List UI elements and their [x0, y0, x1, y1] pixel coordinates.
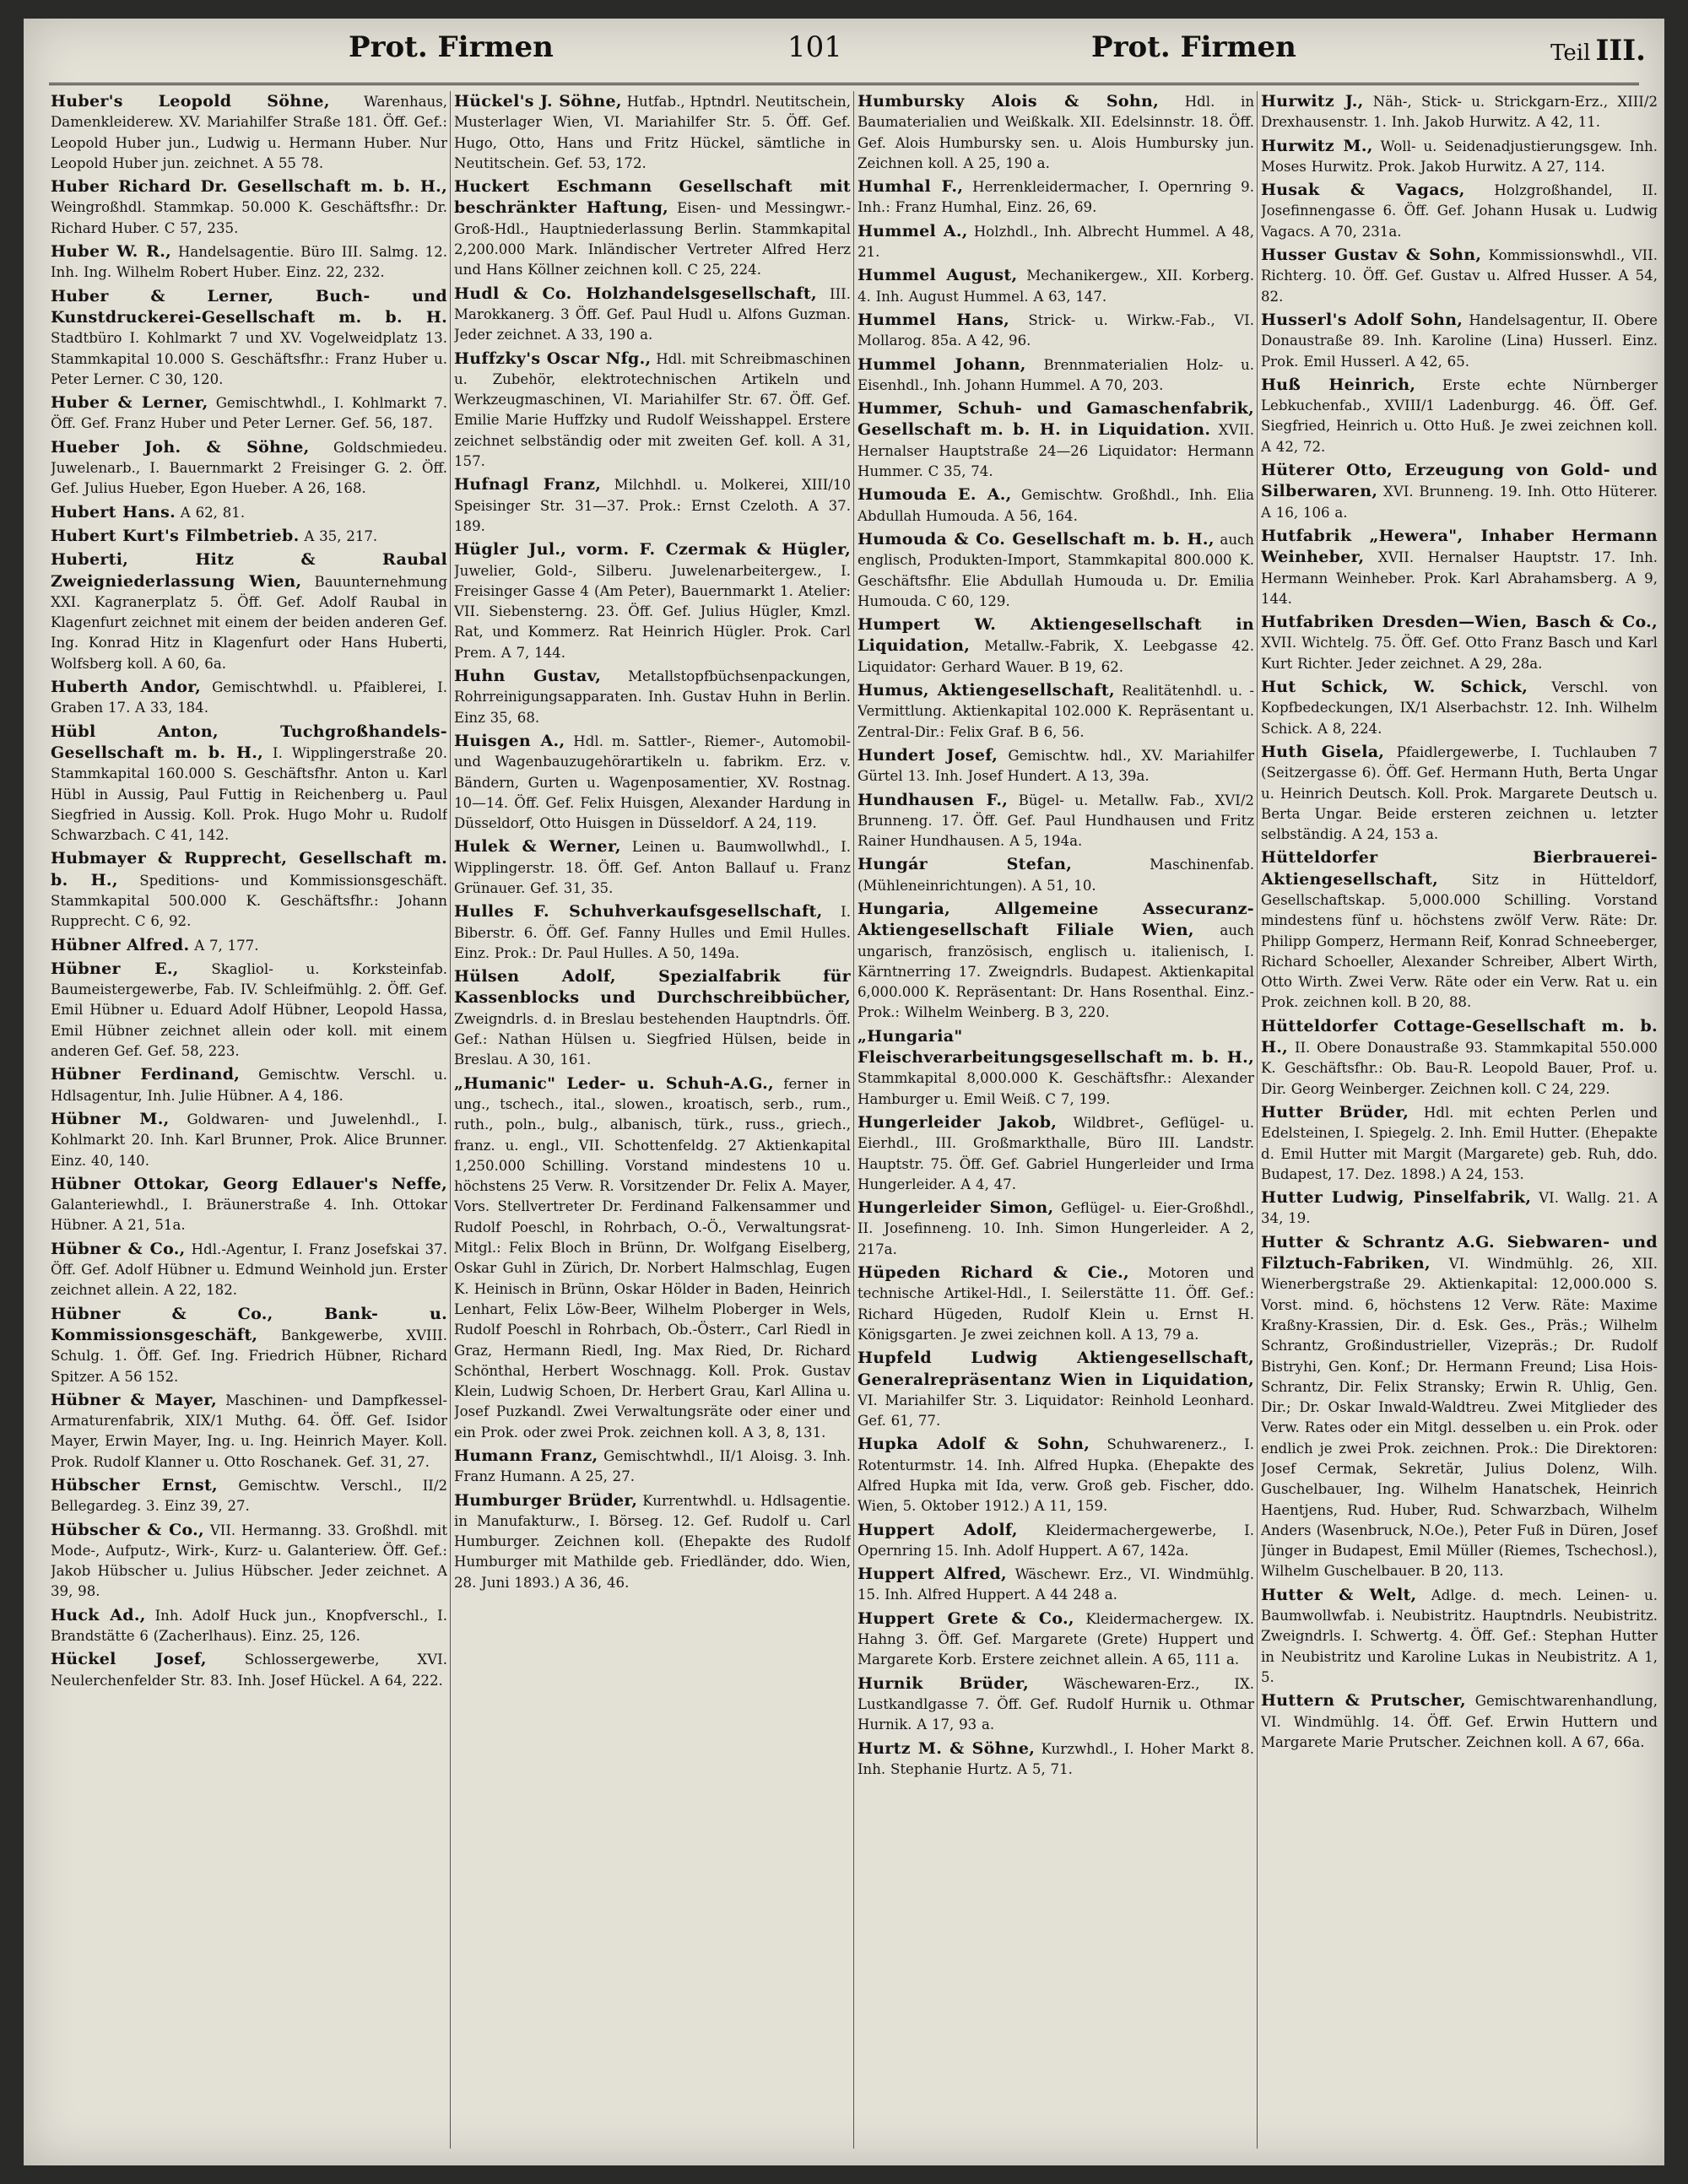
entry-details: VII. Hermanng. 33. Großhdl. mit Mode-, Aufputz-, Wirk-, Kurz- u. Galanteriew. Öff. Gef.: Jakob Hübscher u. Julius Hübscher. Jeder zeichnet. A 39, 98. [51, 1522, 447, 1600]
entry-firm-name: Hübl Anton, Tuchgroßhandels-Gesellschaft m. b. H., [51, 722, 447, 762]
entry-details: Verschl. von Kopfbedeckungen, IX/1 Alserbachstr. 12. Inh. Wilhelm Schick. A 8, 224. [1261, 679, 1658, 737]
entry-details: Inh. Adolf Huck jun., Knopfverschl., I. Brandstätte 6 (Zacherlhaus). Einz. 25, 126. [51, 1607, 447, 1645]
entry-details: Handelsagentie. Büro III. Salmg. 12. Inh. Ing. Wilhelm Robert Huber. Einz. 22, 232. [51, 244, 447, 281]
entry-firm-name: Huppert Alfred, [858, 1565, 1007, 1584]
entry-details: Geflügel- u. Eier-Großhdl., II. Josefinneng. 10. Inh. Simon Hungerleider. A 2, 217a. [858, 1200, 1254, 1257]
directory-entry [51, 959, 447, 1062]
entry-details: II. Obere Donaustraße 93. Stammkapital 550.000 K. Geschäftsfhr.: Ob. Bau-R. Leopold Bauer, Prof. u. Dir. Georg Weinberger. Zeichnen koll. C 24, 229. [1261, 1040, 1658, 1097]
entry-firm-name: Hungár Stefan, [858, 855, 1073, 874]
entry-firm-name: Husserl's Adolf Sohn, [1261, 310, 1463, 329]
entry-firm-name: Hummel August, [858, 266, 1018, 285]
entry-firm-name: „Humanic" Leder- u. Schuh-A.G., [454, 1073, 774, 1093]
entry-details: Warenhaus, Damenkleiderew. XV. Mariahilfer Straße 181. Öff. Gef.: Leopold Huber jun., Ludwig u. Hermann Huber. Nur Leopold Huber jun. zeichnet. A 55 78. [51, 94, 447, 171]
entry-firm-name: Huhn Gustav, [454, 667, 602, 686]
entry-firm-name: Hutter & Welt, [1261, 1585, 1417, 1604]
directory-entry [1261, 1690, 1658, 1753]
entry-firm-name: Hübner E., [51, 959, 179, 978]
entry-details: Strick- u. Wirkw.-Fab., VI. Mollarog. 85a. A 42, 96. [858, 311, 1254, 349]
entry-firm-name: Hutfabriken Dresden—Wien, Basch & Co., [1261, 613, 1658, 632]
entry-details: Skagliol- u. Korksteinfab. Baumeistergewerbe, Fab. IV. Schleifmühlg. 2. Öff. Gef. Emil Hübner u. Eduard Adolf Hübner, Leopold Hassa, Emil Hübner zeichnet allein oder koll. mit einem anderen Gef. Gef. 58, 223. [51, 960, 447, 1060]
entry-firm-name: Hüterer Otto, Erzeugung von Gold- und Silberwaren, [1261, 461, 1658, 501]
directory-entry [858, 529, 1254, 612]
entry-details: Hdl. m. Sattler-, Riemer-, Automobil- und Wagenbauzugehörartikeln u. fabrikm. Erz. v. Bändern, Gurten u. Wagenposamentier, XV. Rostnag. 10—14. Öff. Gef. Felix Huisgen, Alexander Hardung in Düsseldorf, Otto Huisgen in Düsseldorf. A 24, 119. [454, 733, 851, 832]
directory-entry [51, 1239, 447, 1301]
entry-firm-name: Hutfabrik „Hewera", Inhaber Hermann Weinheber, [1261, 526, 1658, 567]
entry-details: Milchhdl. u. Molkerei, XIII/10 Speisinger Str. 31—37. Prok.: Ernst Czeloth. A 37. 189. [454, 477, 851, 534]
entry-firm-name: Huber's Leopold Söhne, [51, 92, 330, 111]
directory-entry [1261, 847, 1658, 1013]
entry-details: Galanteriewhdl., I. Bräunerstraße 4. Inh. Ottokar Hübner. A 21, 51a. [51, 1197, 447, 1234]
directory-entry [1261, 375, 1658, 457]
directory-entry [1261, 1232, 1658, 1582]
entry-details: Holzhdl., Inh. Albrecht Hummel. A 48, 21. [858, 223, 1254, 261]
entry-details: Juwelier, Gold-, Silberu. Juwelenarbeitergew., I. Freisinger Gasse 4 (Am Peter), Bauernmarkt 1. Atelier: VII. Siebensterng. 23. Öff. Gef. Julius Hügler, Kmzl. Rat, und Kommerz. Rat Heinrich Hügler. Prok. Carl Prem. A 7, 144. [454, 562, 851, 661]
entry-details: Weingroßhdl. Stammkap. 50.000 K. Geschäftsfhr.: Dr. Richard Huber. C 57, 235. [51, 199, 447, 236]
entry-details: Bauunternehmung XXI. Kagranerplatz 5. Öff. Gef. Adolf Raubal in Klagenfurt zeichnet mit einem der beiden anderen Gef. Ing. Konrad Hitz in Klagenfurt oder Hans Huberti, Wolfsberg koll. A 60, 6a. [51, 573, 447, 672]
page-number: 101 [787, 30, 842, 64]
entry-details: Adlge. d. mech. Leinen- u. Baumwollwfab. i. Neubistritz. Hauptndrls. Neubistritz. Zweigndrls. I. Schwertg. 4. Öff. Gef.: Stephan Hutter in Neubistritz und Karoline Lukas in Neubistritz. A 1, 5. [1261, 1587, 1658, 1685]
directory-entry [51, 722, 447, 846]
entry-firm-name: Hummel Hans, [858, 310, 1010, 329]
entry-firm-name: Huber Richard Dr. Gesellschaft m. b. H., [51, 177, 447, 197]
entry-firm-name: Hübner & Co., [51, 1239, 186, 1258]
entry-firm-name: Huckert Eschmann Gesellschaft mit beschränkter Haftung, [454, 177, 851, 218]
directory-entry [51, 1649, 447, 1691]
entry-firm-name: Huberti, Hitz & Raubal Zweigniederlassung Wien, [51, 550, 447, 591]
entry-details: VI. Windmühlg. 26, XII. Wienerbergstraße 29. Aktienkapital: 12,000.000 S. Vorst. mind. 6, höchstens 12 Verw. Räte: Maxime Kraßny-Krassien, Dir. d. Esk. Ges., Präs.; Wilhelm Schrantz, Großindustrieller, Vizepräs.; Dr. Rudolf Bistryhi, Gen. Konf.; Dr. Hermann Freund; Lisa Hois-Schrantz, Dir. Felix Stransky; Erwin R. Uhlig, Gen. Dir.; Dr. Oskar Inwald-Waldtreu. Zwei Mitglieder des Verw. Rates oder ein Mitgl. desselben u. ein Prok. oder endlich je zwei Prok. zeichnen. Prok.: Die Direktoren: Josef Cermak, Sekretär, Julius Dolenz, Wilh. Guschelbauer, Ing. Wilhelm Hanatschek, Heinrich Haentjens, Rud. Huber, Rud. Schwarzbach, Wilhelm Anders (Wasenbruck, N.Oe.), Peter Fuß in Düren, Josef Jünger in Budapest, Emil Müller (Riemes, Tschechosl.), Wilhelm Guschelbauer. B 20, 113. [1261, 1256, 1658, 1580]
entry-details: Pfaidlergewerbe, I. Tuchlauben 7 (Seitzergasse 6). Öff. Gef. Hermann Huth, Berta Ungar u. Heinrich Deutsch. Koll. Prok. Margarete Deutsch u. Berta Ungar. Beide ersteren zeichnen u. letzter selbständig. A 24, 153 a. [1261, 743, 1658, 843]
entry-firm-name: Huth Gisela, [1261, 742, 1385, 761]
entry-details: A 35, 217. [299, 527, 378, 544]
entry-firm-name: „Hungaria" Fleischverarbeitungsgesellschaft m. b. H., [858, 1026, 1254, 1068]
entry-firm-name: Hurwitz J., [1261, 92, 1364, 111]
directory-entry [858, 1434, 1254, 1516]
column-2 [454, 91, 851, 2157]
directory-entry [858, 854, 1254, 896]
entry-details: Wildbret-, Geflügel- u. Eierhdl., III. Großmarkthalle, Büro III. Landstr. Hauptstr. 75. Öff. Gef. Gabriel Hungerleider und Irma Hungerleider. A 4, 47. [858, 1114, 1254, 1192]
entry-firm-name: Hübner Ottokar, Georg Edlauer's Neffe, [51, 1174, 447, 1193]
entry-details: Goldwaren- und Juwelenhdl., I. Kohlmarkt 20. Inh. Karl Brunner, Prok. Alice Brunner. Einz. 40, 140. [51, 1111, 447, 1169]
directory-entry [51, 549, 447, 674]
directory-entry [858, 1112, 1254, 1195]
entry-firm-name: Hübscher & Co., [51, 1520, 204, 1539]
directory-entry [51, 1390, 447, 1473]
directory-entry [1261, 742, 1658, 845]
entry-details: Leinen u. Baumwollwhdl., I. Wipplingerstr. 18. Öff. Gef. Anton Ballauf u. Franz Grünauer. Gef. 31, 35. [454, 839, 851, 896]
entry-firm-name: Hulek & Werner, [454, 837, 621, 857]
directory-entry [1261, 136, 1658, 178]
directory-entry [51, 91, 447, 174]
entry-details: Näh-, Stick- u. Strickgarn-Erz., XIII/2 Drexhausenstr. 1. Inh. Jakob Hurwitz. A 42, 11. [1261, 94, 1658, 131]
directory-entry [858, 91, 1254, 174]
entry-firm-name: Hubmayer & Rupprecht, Gesellschaft m. b. H., [51, 849, 447, 889]
directory-entry [1261, 460, 1658, 523]
directory-entry [858, 1262, 1254, 1345]
entry-firm-name: Husser Gustav & Sohn, [1261, 246, 1482, 265]
entry-firm-name: Huberth Andor, [51, 678, 202, 697]
entry-details: Gemischtw. Verschl. u. Hdlsagentur, Inh. Julie Hübner. A 4, 186. [51, 1067, 447, 1104]
entry-firm-name: Huber & Lerner, [51, 393, 208, 413]
entry-details: auch englisch, Produkten-Import, Stammkapital 800.000 K. Geschäftsfhr. Elie Abdullah Humouda u. Dr. Emilia Humouda. C 60, 129. [858, 531, 1254, 609]
entry-details: Wäschewaren-Erz., IX. Lustkandlgasse 7. Öff. Gef. Rudolf Hurnik u. Othmar Hurnik. A 17, 93 a. [858, 1675, 1254, 1733]
directory-entry [51, 286, 447, 390]
directory-entry [454, 901, 851, 964]
directory-entry [1261, 1585, 1658, 1688]
directory-entry [51, 1064, 447, 1106]
directory-entry [858, 221, 1254, 263]
entry-details: VI. Wallg. 21. A 34, 19. [1261, 1190, 1658, 1227]
entry-firm-name: Hummel A., [858, 221, 968, 241]
directory-entry [1261, 1187, 1658, 1230]
directory-entry [858, 1520, 1254, 1562]
entry-firm-name: Humouda E. A., [858, 485, 1012, 505]
directory-entry [858, 899, 1254, 1024]
entry-firm-name: Hummer, Schuh- und Gamaschenfabrik, Gesellschaft m. b. H. in Liquidation. [858, 399, 1254, 440]
entry-details: Sitz in Hütteldorf, Gesellschaftskap. 5,000.000 Schilling. Vorstand mindestens fünf u. höchstens zwölf Verw. Räte: Dr. Philipp Gomperz, Hermann Reif, Konrad Schneeberger, Richard Schoeller, Alexander Schreiber, Albert Wirth, Otto Wirth. Zwei Verw. Räte oder ein Verw. Rat u. ein Prok. zeichnen koll. B 20, 88. [1261, 871, 1658, 1011]
directory-entry [858, 310, 1254, 352]
entry-firm-name: Hundhausen F., [858, 790, 1009, 809]
entry-details: ferner in ung., tschech., ital., slowen., kroatisch, serb., rum., ruth., poln., bulg., albanisch, türk., russ., griech., franz. u. engl., VII. Schottenfeldg. 27 Aktienkapital 1,250.000 Schilling. Vorstand mindestens 10 u. höchstens 25 Verw. R. Vorsitzender Dr. Felix A. Mayer, Vors. Stellvertreter Dr. Ferdinand Falkensammer und Rudolf Poeschl, in Rohrbach, O.-Ö., Verwaltungsrat-Mitgl.: Felix Bloch in Brünn, Dr. Wolfgang Eiselberg, Oskar Guhl in Zürich, Dr. Norbert Halmschlag, Eugen K. Heinisch in Brünn, Oskar Hölder in Baden, Heinrich Lenhart, Felix Löw-Beer, Wilhelm Ploberger in Wels, Rudolf Poeschl in Rohrbach, Ob.-Österr., Carl Riedl in Graz, Hermann Riedl, Ing. Max Ried, Dr. Richard Schönthal, Herbert Woschnagg. Koll. Prok. Gustav Klein, Ludwig Schoen, Dr. Herbert Grau, Karl Allina u. Josef Puzkandl. Zwei Verwaltungsräte oder einer und ein Prok. oder zwei Prok. zeichnen koll. A 3, 8, 131. [454, 1075, 851, 1441]
entry-firm-name: Hurtz M. & Söhne, [858, 1738, 1036, 1758]
entry-firm-name: Hügler Jul., vorm. F. Czermak & Hügler, [454, 540, 851, 560]
entry-details: Stammkapital 8,000.000 K. Geschäftsfhr.: Alexander Hamburger u. Emil Weiß. C 7, 199. [858, 1070, 1254, 1107]
header-rule [49, 83, 1639, 85]
entry-details: XVII. Hernalser Hauptstr. 17. Inh. Hermann Weinheber. Prok. Karl Abrahamsberg. A 9, 144. [1261, 549, 1658, 607]
entry-firm-name: Humbursky Alois & Sohn, [858, 92, 1160, 111]
entry-firm-name: Hurwitz M., [1261, 136, 1373, 155]
entry-details: Hdl.-Agentur, I. Franz Josefskai 37. Öff. Gef. Adolf Hübner u. Edmund Weinhold jun. Erster zeichnet allein. A 22, 182. [51, 1241, 447, 1299]
entry-details: Erste echte Nürnberger Lebkuchenfab., XVIII/1 Ladenburgg. 46. Öff. Gef. Siegfried, Heinrich u. Otto Huß. Je zwei zeichnen koll. A 42, 72. [1261, 376, 1658, 455]
entry-firm-name: Hungerleider Simon, [858, 1198, 1054, 1218]
entry-firm-name: Hubert Kurt's Filmbetrieb. [51, 526, 300, 545]
directory-entry [454, 731, 851, 834]
directory-entry [454, 666, 851, 728]
entry-details: III. Marokkanerg. 3 Öff. Gef. Paul Hudl u. Alfons Guzman. Jeder zeichnet. A 33, 190 a. [454, 285, 851, 343]
directory-entry [858, 1348, 1254, 1431]
entry-details: Goldschmiedeu. Juwelenarb., I. Bauernmarkt 2 Freisinger G. 2. Öff. Gef. Julius Hueber, Egon Hueber. A 26, 168. [51, 439, 447, 497]
entry-details: Wäschewr. Erz., VI. Windmühlg. 15. Inh. Alfred Huppert. A 44 248 a. [858, 1566, 1254, 1603]
directory-entry [51, 176, 447, 239]
directory-entry [1261, 612, 1658, 674]
directory-entry [858, 265, 1254, 307]
directory-entry [858, 1738, 1254, 1781]
entry-details: Maschinen- und Dampfkessel-Armaturenfabrik, XIX/1 Muthg. 64. Öff. Gef. Isidor Mayer, Erwin Mayer, Ing. u. Ing. Heinrich Mayer. Koll. Prok. Rudolf Klanner u. Otto Roschanek. Gef. 31, 27. [51, 1392, 447, 1470]
entry-details: Brennmaterialien Holz- u. Eisenhdl., Inh. Johann Hummel. A 70, 203. [858, 356, 1254, 393]
entry-firm-name: Huttern & Prutscher, [1261, 1691, 1466, 1711]
entry-details: I. Biberstr. 6. Öff. Gef. Fanny Hulles und Emil Hulles. Einz. Prok.: Dr. Paul Hulles. A 50, 149a. [454, 904, 851, 961]
directory-entry [1261, 245, 1658, 307]
entry-details: Gemischtwhdl., I. Kohlmarkt 7. Öff. Gef. Franz Huber und Peter Lerner. Gef. 56, 187. [51, 395, 447, 432]
part-number: III. [1595, 34, 1646, 68]
entry-details: Schuhwarenerz., I. Rotenturmstr. 14. Inh. Alfred Hupka. (Ehepakte des Alfred Hupka mit Ida, verw. Groß geb. Fischer, ddo. Wien, 5. Oktober 1912.) A 11, 159. [858, 1436, 1254, 1515]
entry-details: Gemischtwhdl., II/1 Aloisg. 3. Inh. Franz Humann. A 25, 27. [454, 1448, 851, 1485]
directory-entry [51, 677, 447, 719]
directory-entry [454, 836, 851, 899]
entry-details: Kleidermachergewerbe, I. Opernring 15. Inh. Adolf Huppert. A 67, 142a. [858, 1522, 1254, 1559]
directory-entry [858, 614, 1254, 678]
entry-firm-name: Hulles F. Schuhverkaufsgesellschaft, [454, 902, 823, 922]
directory-entry [1261, 91, 1658, 133]
directory-entry [51, 1520, 447, 1603]
entry-firm-name: Hudl & Co. Holzhandelsgesellschaft, [454, 284, 817, 303]
directory-entry [51, 1174, 447, 1236]
entry-firm-name: Huffzky's Oscar Nfg., [454, 349, 652, 368]
entry-details: Kurzwhdl., I. Hoher Markt 8. Inh. Stephanie Hurtz. A 5, 71. [858, 1740, 1254, 1777]
entry-details: Metallstopfbüchsenpackungen, Rohrreinigungsapparaten. Inh. Gustav Huhn in Berlin. Einz 35, 68. [454, 668, 851, 726]
entry-firm-name: Huppert Adolf, [858, 1520, 1018, 1539]
entry-details: XVII. Wichtelg. 75. Öff. Gef. Otto Franz Basch und Karl Kurt Richter. Jeder zeichnet. A 29, 28a. [1261, 635, 1658, 672]
entry-firm-name: Huisgen A., [454, 731, 565, 750]
column-1 [51, 91, 447, 2157]
entry-details: Realitätenhdl. u. -Vermittlung. Aktienkapital 102.000 K. Repräsentant u. Zentral-Dir.: Felix Graf. B 6, 56. [858, 683, 1254, 740]
entry-firm-name: Hummel Johann, [858, 354, 1026, 374]
directory-entry [51, 1304, 447, 1387]
entry-firm-name: Huppert Grete & Co., [858, 1608, 1074, 1628]
directory-entry [51, 502, 447, 523]
entry-firm-name: Hufnagl Franz, [454, 475, 602, 495]
entry-firm-name: Humann Franz, [454, 1446, 598, 1465]
directory-entry [858, 1564, 1254, 1606]
entry-firm-name: Hübner & Co., Bank- u. Kommissionsgeschäft, [51, 1304, 447, 1344]
entry-firm-name: Hundert Josef, [858, 745, 998, 765]
directory-entry [1261, 526, 1658, 609]
directory-entry [454, 1446, 851, 1488]
directory-entry [454, 1073, 851, 1443]
entry-firm-name: Hübscher Ernst, [51, 1476, 218, 1495]
directory-entry [858, 790, 1254, 852]
entry-firm-name: Hutter Ludwig, Pinselfabrik, [1261, 1188, 1532, 1208]
entry-firm-name: Huber & Lerner, Buch- und Kunstdruckerei-Gesellschaft m. b. H. [51, 286, 447, 327]
entry-firm-name: Hut Schick, W. Schick, [1261, 678, 1528, 697]
entry-details: XVII. Hernalser Hauptstraße 24—26 Liquidator: Hermann Hummer. C 35, 74. [858, 422, 1254, 480]
directory-entry [454, 474, 851, 537]
entry-firm-name: Hurnik Brüder, [858, 1673, 1030, 1693]
entry-details: Hdl. in Baumaterialien und Weißkalk. XII. Edelsinnstr. 18. Öff. Gef. Alois Humbursky sen. u. Alois Humbursky jun. Zeichnen koll. A 25, 190 a. [858, 94, 1254, 171]
entry-details: Handelsagentur, II. Obere Donaustraße 89. Inh. Karoline (Lina) Husserl. Einz. Prok. Emil Husserl. A 42, 65. [1261, 311, 1658, 370]
directory-entry [51, 526, 447, 547]
directory-entry [51, 241, 447, 284]
directory-entry [51, 1109, 447, 1171]
directory-entry [1261, 1016, 1658, 1100]
entry-details: Kleidermachergew. IX. Hahng 3. Öff. Gef. Margarete (Grete) Huppert und Margarete Korb. Erstere zeichnet allein. A 65, 111 a. [858, 1610, 1254, 1668]
entry-firm-name: Hückel's J. Söhne, [454, 92, 622, 111]
entry-firm-name: Hüpeden Richard & Cie., [858, 1263, 1129, 1283]
entry-firm-name: Humhal F., [858, 177, 964, 197]
entry-firm-name: Hutter & Schrantz A.G. Siebwaren- und Filztuch-Fabriken, [1261, 1232, 1658, 1273]
directory-entry [454, 539, 851, 663]
directory-entry [454, 284, 851, 346]
entry-details: Kommissionswhdl., VII. Richterg. 10. Öff. Gef. Gustav u. Alfred Husser. A 54, 82. [1261, 247, 1658, 305]
directory-entry [51, 935, 447, 956]
entry-details: A 62, 81. [176, 504, 246, 521]
page-header [24, 19, 1664, 78]
entry-details: Gemischtwhdl. u. Pfaiblerei, I. Graben 17. A 33, 184. [51, 679, 447, 716]
entry-details: Metallw.-Fabrik, X. Leebgasse 42. Liquidator: Gerhard Wauer. B 19, 62. [858, 638, 1254, 675]
entry-details: Stadtbüro I. Kohlmarkt 7 und XV. Vogelweidplatz 13. Stammkapital 10.000 S. Geschäftsfhr.: Franz Huber u. Peter Lerner. C 30, 120. [51, 330, 447, 387]
directory-entry [858, 1026, 1254, 1110]
entry-details: Hdl. mit Schreibmaschinen u. Zubehör, elektrotechnischen Artikeln und Werkzeugmaschinen, VI. Mariahilfer Str. 67. Öff. Gef. Emilie Marie Huffzky und Rudolf Weisshappel. Erstere zeichnet selbständig oder mit zweiten Gef. koll. A 31, 157. [454, 350, 851, 470]
directory-entry [51, 848, 447, 932]
directory-entry [51, 392, 447, 435]
column-4 [1261, 91, 1658, 2157]
entry-details: Kurrentwhdl. u. Hdlsagentie. in Manufakturw., I. Börseg. 12. Gef. Rudolf u. Carl Humburger. Zeichnen koll. (Ehepakte des Rudolf Humburger mit Mathilde geb. Friedländer, ddo. Wien, 28. Juni 1893.) A 36, 46. [454, 1492, 851, 1591]
entry-details: Bügel- u. Metallw. Fab., XVI/2 Brunneng. 17. Öff. Gef. Paul Hundhausen und Fritz Rainer Hundhausen. A 5, 194a. [858, 792, 1254, 850]
entry-details: I. Wipplingerstraße 20. Stammkapital 160.000 S. Geschäftsfhr. Anton u. Karl Hübl in Aussig, Paul Futtig in Reichenberg u. Paul Siegfried in Aussig. Koll. Prok. Hugo Mohr u. Rudolf Schwarzbach. C 41, 142. [51, 744, 447, 844]
directory-entry [858, 680, 1254, 743]
directory-entry [51, 1605, 447, 1647]
entry-firm-name: Hungaria, Allgemeine Assecuranz-Aktiengesellschaft Filiale Wien, [858, 899, 1254, 940]
directory-entry [858, 1197, 1254, 1260]
entry-firm-name: Huck Ad., [51, 1605, 146, 1624]
entry-details: XVI. Brunneng. 19. Inh. Otto Hüterer. A 16, 106 a. [1261, 484, 1658, 521]
entry-details: Eisen- und Messingwr.-Groß-Hdl., Hauptniederlassung Berlin. Stammkapital 2,200.000 Mark. Inländischer Vertreter Alfred Herz und Hans Köllner zeichnen koll. C 25, 224. [454, 200, 851, 278]
directory-entry [858, 176, 1254, 219]
directory-entry [454, 176, 851, 280]
entry-details: A 7, 177. [189, 937, 259, 954]
entry-details: auch ungarisch, französisch, englisch u. italienisch, I. Kärntnerring 17. Zweigndrls. Budapest. Aktienkapital 6,000.000 K. Repräsentant: Dr. Hans Rosenthal. Einz.-Prok.: Wilhelm Weinberg. B 3, 220. [858, 922, 1254, 1021]
entry-details: Motoren und technische Artikel-Hdl., I. Seilerstätte 11. Öff. Gef.: Richard Hügeden, Rudolf Klein u. Ernst H. Königsgarten. Je zwei zeichnen koll. A 13, 79 a. [858, 1265, 1254, 1343]
entry-details: VI. Mariahilfer Str. 3. Liquidator: Reinhold Leonhard. Gef. 61, 77. [858, 1392, 1254, 1430]
directory-entry [858, 484, 1254, 527]
directory-entry [858, 1608, 1254, 1671]
directory-entry [1261, 310, 1658, 372]
directory-entry [51, 1475, 447, 1517]
directory-entry [1261, 677, 1658, 739]
entry-columns [51, 91, 1658, 2157]
directory-entry [454, 1490, 851, 1593]
entry-firm-name: Humus, Aktiengesellschaft, [858, 681, 1115, 700]
entry-firm-name: Hütteldorfer Bierbrauerei-Aktiengesellschaft, [1261, 848, 1658, 889]
entry-firm-name: Huß Heinrich, [1261, 375, 1416, 394]
directory-entry [1261, 1102, 1658, 1185]
directory-entry [454, 91, 851, 174]
directory-entry [1261, 180, 1658, 242]
entry-firm-name: Humpert W. Aktiengesellschaft in Liquidation, [858, 615, 1254, 656]
directory-entry [454, 966, 851, 1070]
column-3 [858, 91, 1254, 2157]
directory-entry [454, 349, 851, 473]
entry-details: Maschinenfab. (Mühleneinrichtungen). A 51, 10. [858, 857, 1254, 894]
entry-firm-name: Hungerleider Jakob, [858, 1112, 1058, 1132]
entry-details: Gemischtw. hdl., XV. Mariahilfer Gürtel 13. Inh. Josef Hundert. A 13, 39a. [858, 747, 1254, 785]
entry-firm-name: Hupfeld Ludwig Aktiengesellschaft, Generalrepräsentanz Wien in Liquidation, [858, 1349, 1254, 1389]
running-title-left: Prot. Firmen [349, 30, 554, 64]
entry-details: Mechanikergew., XII. Korberg. 4. Inh. August Hummel. A 63, 147. [858, 268, 1254, 305]
entry-firm-name: Hübner M., [51, 1109, 170, 1128]
entry-firm-name: Hutter Brüder, [1261, 1102, 1409, 1122]
entry-firm-name: Hütteldorfer Cottage-Gesellschaft m. b. H., [1261, 1016, 1658, 1057]
entry-firm-name: Hübner Alfred. [51, 935, 190, 954]
entry-firm-name: Hübner & Mayer, [51, 1390, 218, 1409]
entry-firm-name: Huber W. R., [51, 242, 172, 262]
entry-details: Schlossergewerbe, XVI. Neulerchenfelder Str. 83. Inh. Josef Hückel. A 64, 222. [51, 1652, 447, 1689]
directory-entry [858, 745, 1254, 787]
entry-details: Gemischtwarenhandlung, VI. Windmühlg. 14. Öff. Gef. Erwin Huttern und Margarete Marie Prutscher. Zeichnen koll. A 67, 66a. [1261, 1693, 1658, 1750]
entry-details: Bankgewerbe, XVIII. Schulg. 1. Öff. Gef. Ing. Friedrich Hübner, Richard Spitzer. A 56 152. [51, 1327, 447, 1385]
entry-details: Hdl. mit echten Perlen und Edelsteinen, I. Spiegelg. 2. Inh. Emil Hutter. (Ehepakte d. Emil Hutter mit Margit (Margarete) geb. Ruh, ddo. Budapest, 17. Dez. 1898.) A 24, 153. [1261, 1104, 1658, 1182]
part-label [1550, 34, 1646, 68]
running-title-right: Prot. Firmen [1091, 30, 1296, 64]
entry-firm-name: Hueber Joh. & Söhne, [51, 437, 310, 457]
directory-entry [858, 398, 1254, 482]
entry-firm-name: Hückel Josef, [51, 1650, 207, 1669]
entry-firm-name: Humburger Brüder, [454, 1490, 638, 1510]
entry-firm-name: Hubert Hans. [51, 502, 176, 522]
entry-firm-name: Hübner Ferdinand, [51, 1065, 241, 1084]
directory-entry [858, 354, 1254, 397]
directory-entry [858, 1673, 1254, 1736]
entry-details: Holzgroßhandel, II. Josefinnengasse 6. Öff. Gef. Johann Husak u. Ludwig Vagacs. A 70, 231a. [1261, 182, 1658, 240]
entry-firm-name: Hülsen Adolf, Spezialfabrik für Kassenblocks und Durchschreibbücher, [454, 967, 851, 1008]
entry-details: Woll- u. Seidenadjustierungsgew. Inh. Moses Hurwitz. Prok. Jakob Hurwitz. A 27, 114. [1261, 138, 1658, 175]
entry-details: Herrenkleidermacher, I. Opernring 9. Inh.: Franz Humhal, Einz. 26, 69. [858, 179, 1254, 216]
entry-firm-name: Hupka Adolf & Sohn, [858, 1435, 1090, 1454]
part-word: Teil [1550, 41, 1591, 66]
entry-details: Speditions- und Kommissionsgeschäft. Stammkapital 500.000 K. Geschäftsfhr.: Johann Rupprecht. C 6, 92. [51, 872, 447, 930]
entry-details: Hutfab., Hptndrl. Neutitschein, Musterlager Wien, VI. Mariahilfer Str. 5. Öff. Gef. Hugo, Otto, Hans und Fritz Hückel, sämtliche in Neutitschein. Gef. 53, 172. [454, 94, 851, 171]
directory-page [24, 19, 1664, 2165]
directory-entry [51, 437, 447, 500]
entry-details: Zweigndrls. d. in Breslau bestehenden Hauptndrls. Öff. Gef.: Nathan Hülsen u. Siegfried Hülsen, beide in Breslau. A 30, 161. [454, 1010, 851, 1068]
entry-firm-name: Humouda & Co. Gesellschaft m. b. H., [858, 529, 1215, 549]
entry-details: Gemischtw. Großhdl., Inh. Elia Abdullah Humouda. A 56, 164. [858, 487, 1254, 524]
entry-details: Gemischtw. Verschl., II/2 Bellegardeg. 3. Einz 39, 27. [51, 1478, 447, 1515]
entry-firm-name: Husak & Vagacs, [1261, 181, 1465, 200]
